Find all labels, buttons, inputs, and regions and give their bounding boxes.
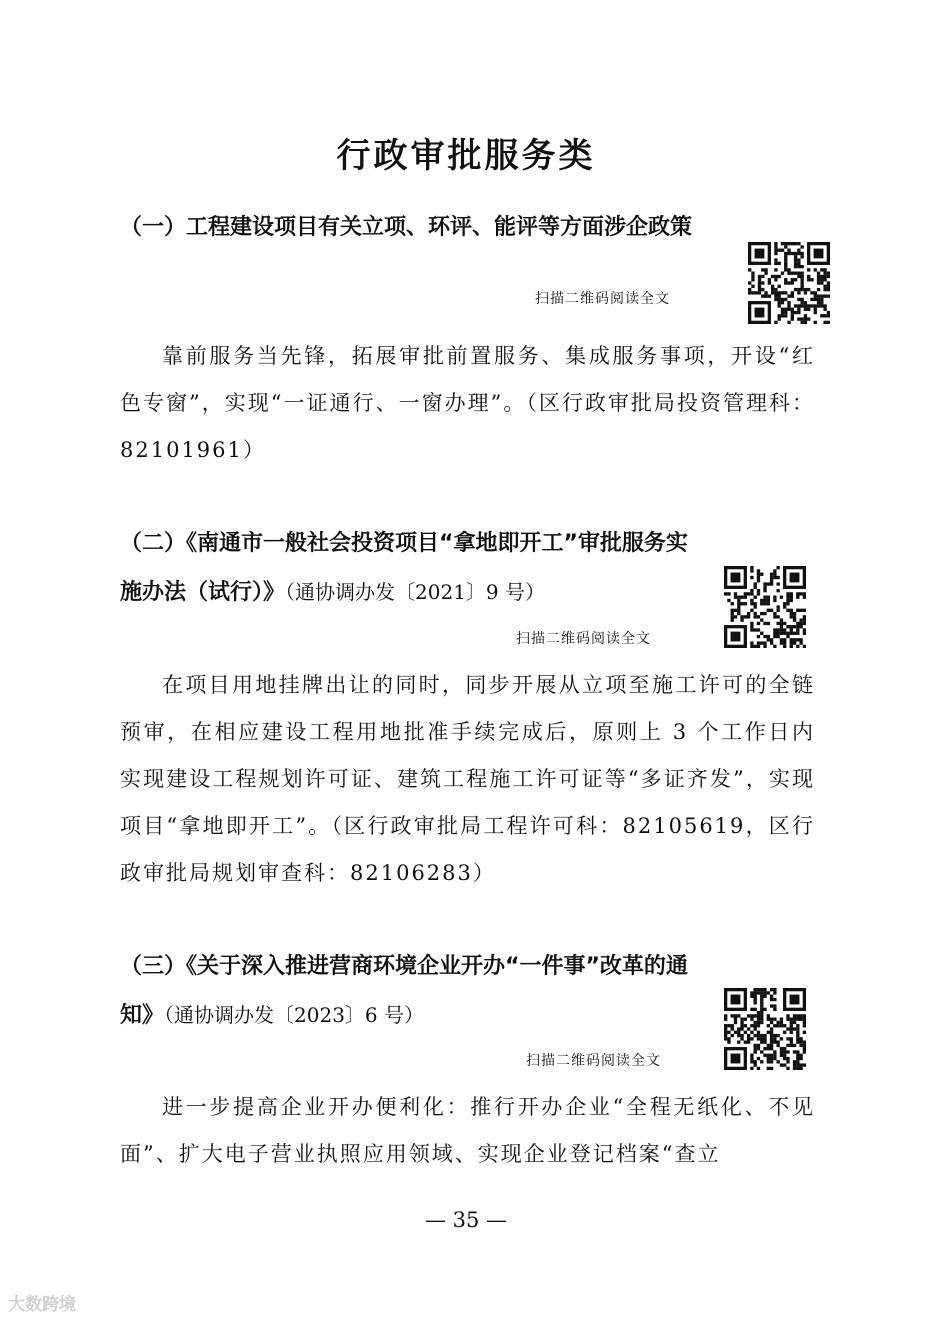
section-1-heading-text: （一）工程建设项目有关立项、环评、能评等方面涉企政策: [120, 215, 693, 240]
section-1-heading: [120, 204, 820, 252]
section-2-heading: [120, 520, 820, 617]
section-2-heading-line2: 施办法（试行）》: [120, 580, 286, 605]
qr-caption-2: 扫描二维码阅读全文: [516, 631, 651, 647]
qr-code-3: [724, 988, 806, 1070]
qr-code-2: [724, 566, 806, 648]
watermark-logo: 大数跨境: [8, 1295, 76, 1315]
section-1-body: 靠前服务当先锋，拓展审批前置服务、集成服务事项，开设“红色专窗”，实现“一证通行、一窗办理”。（区行政审批局投资管理科：82101961）: [120, 344, 815, 462]
page-title: 行政审批服务类: [336, 136, 596, 176]
qr-caption-1: 扫描二维码阅读全文: [535, 291, 670, 307]
section-3-heading: [120, 943, 820, 1040]
section-2-body: 在项目用地挂牌出让的同时，同步开展从立项至施工许可的全链预审，在相应建设工程用地批准手续完成后，原则上 3 个工作日内实现建设工程规划许可证、建筑工程施工许可证等“多证齐发”，实现项目“拿地即开工”。（区行政审批局工程许可科：82105619，区行政审批局规划审查科：82106283）: [120, 673, 815, 885]
section-2-heading-line1: （二）《南通市一般社会投资项目“拿地即开工”审批服务实: [120, 531, 688, 556]
section-3-doc-number: （通协调办发〔2023〕6 号）: [164, 1003, 424, 1027]
section-3-body: 进一步提高企业开办便利化：推行开办企业“全程无纸化、不见面”、扩大电子营业执照应用领域、实现企业登记档案“查立: [120, 1095, 815, 1166]
qr-code-1: [748, 242, 830, 324]
section-3-heading-line2: 知》: [120, 1003, 165, 1028]
page-number: — 35 —: [424, 1208, 508, 1232]
section-2-doc-number: （通协调办发〔2021〕9 号）: [285, 580, 545, 604]
qr-caption-3: 扫描二维码阅读全文: [526, 1053, 661, 1069]
section-3-heading-line1: （三）《关于深入推进营商环境企业开办“一件事”改革的通: [120, 954, 688, 979]
